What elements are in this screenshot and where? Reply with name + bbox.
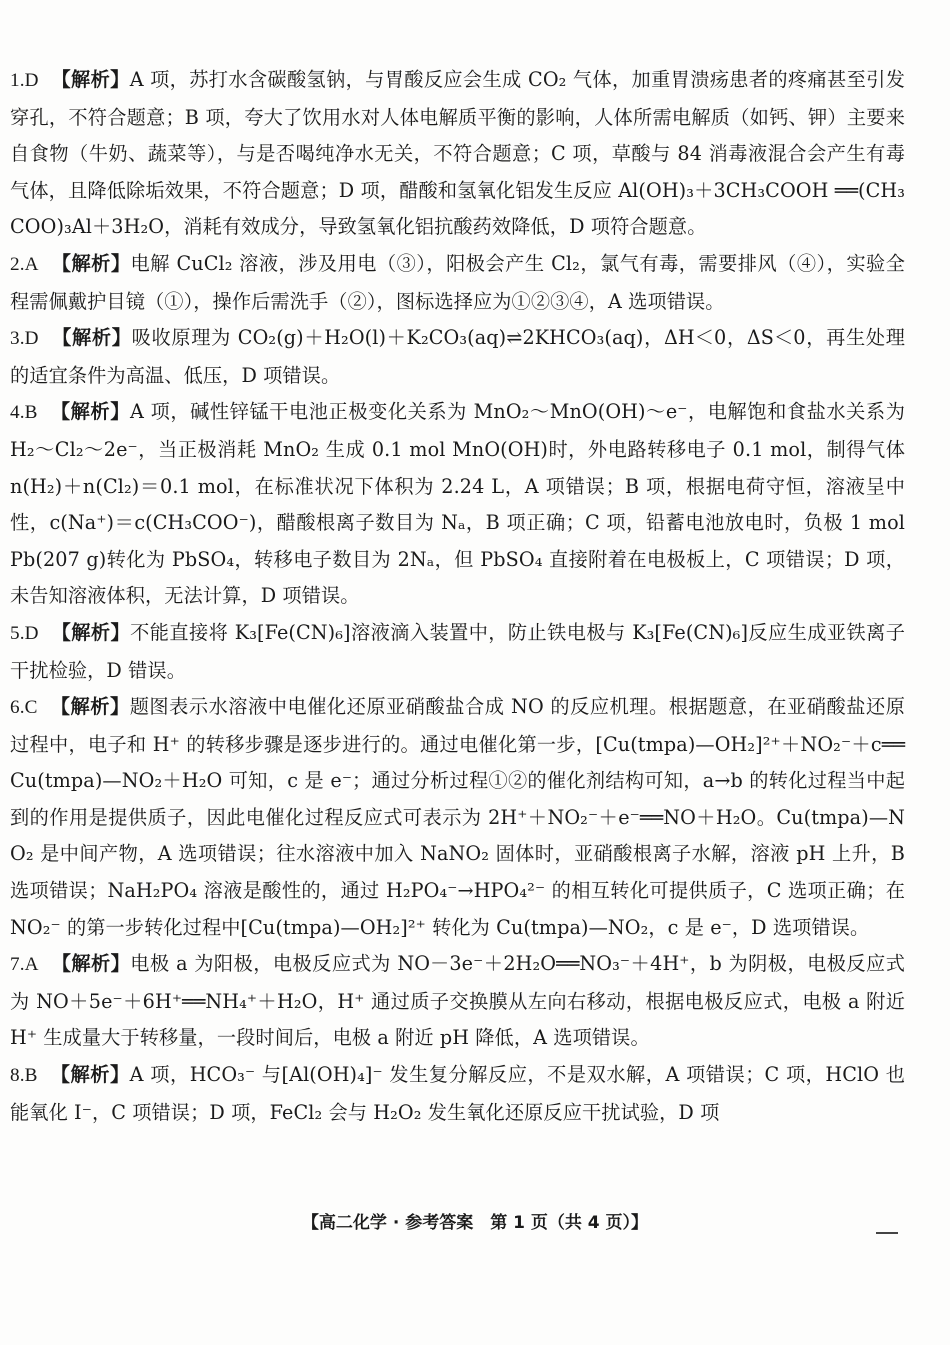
- analysis-text: 电极 a 为阳极，电极反应式为 NO－3e⁻＋2H₂O══NO₃⁻＋4H⁺，b 为阴极，电极反应式为 NO＋5e⁻＋6H⁺══NH₄⁺＋H₂O，H⁺ 通过质子交换膜从左向右移动，根据电极反应式，电极 a 附近 H⁺ 生成量大于转移量，一段时间后，电极 a 附近 pH 降低，A 选项错误。: [10, 952, 905, 1050]
- analysis-text: 电解 CuCl₂ 溶液，涉及用电（③），阳极会产生 Cl₂，氯气有毒，需要排风（④），实验全程需佩戴护目镜（①），操作后需洗手（②），图标选择应为①②③④，A 选项错误。: [10, 251, 905, 313]
- answer-letter: B: [24, 1065, 38, 1087]
- answer-item: [10, 946, 905, 1057]
- question-number: 5.: [10, 622, 25, 644]
- answer-item: [10, 394, 905, 615]
- answer-item: [10, 615, 905, 689]
- analysis-text: 吸收原理为 CO₂(g)＋H₂O(l)＋K₂CO₃(aq)⇌2KHCO₃(aq)，ΔH＜0，ΔS＜0，再生处理的适宜条件为高温、低压，D 项错误。: [10, 326, 905, 387]
- analysis-tag: 【解析】: [51, 251, 131, 275]
- analysis-text: A 项，碱性锌锰干电池正极变化关系为 MnO₂～MnO(OH)～e⁻，电解饱和食盐水关系为 H₂～Cl₂～2e⁻，当正极消耗 MnO₂ 生成 0.1 mol MnO(OH)时，外电路转移电子 0.1 mol，制得气体 n(H₂)＋n(Cl₂)＝0.1 mol，在标准状况下体积为 2.24 L，A 项错误；B 项，根据电荷守恒，溶液呈中性，c(Na⁺)＝c(CH₃COO⁻)，醋酸根离子数目为 Nₐ，B 项正确；C 项，铅蓄电池放电时，负极 1 mol Pb(207 g)转化为 PbSO₄，转移电子数目为 2Nₐ，但 PbSO₄ 直接附着在电极板上，C 项错误；D 项，未告知溶液体积，无法计算，D 项错误。: [10, 400, 905, 608]
- answer-item: [10, 62, 905, 246]
- answer-letter: A: [24, 253, 39, 275]
- answer-item: [10, 320, 905, 394]
- answer-letter: D: [24, 328, 39, 350]
- answer-letter: C: [24, 697, 38, 719]
- analysis-tag: 【解析】: [50, 1063, 130, 1087]
- analysis-text: A 项，苏打水含碳酸氢钠，与胃酸反应会生成 CO₂ 气体，加重胃溃疡患者的疼痛甚至引发穿孔，不符合题意；B 项，夸大了饮用水对人体电解质平衡的影响，人体所需电解质（如钙、钾）主要来自食物（牛奶、蔬菜等），与是否喝纯净水无关，不符合题意；C 项，草酸与 84 消毒液混合会产生有毒气体，且降低除垢效果，不符合题意；D 项，醋酸和氢氧化铝发生反应 Al(OH)₃＋3CH₃COOH ══(CH₃COO)₃Al＋3H₂O，消耗有效成分，导致氢氧化铝抗酸药效降低，D 项符合题意。: [10, 68, 905, 239]
- answer-letter: D: [24, 622, 39, 644]
- corner-mark: [876, 1232, 898, 1234]
- analysis-tag: 【解析】: [51, 68, 130, 91]
- analysis-text: 不能直接将 K₃[Fe(CN)₆]溶液滴入装置中，防止铁电极与 K₃[Fe(CN)₆]反应生成亚铁离子干扰检验，D 错误。: [10, 620, 906, 682]
- question-number: 1.: [10, 70, 25, 91]
- question-number: 7.: [10, 954, 25, 976]
- analysis-tag: 【解析】: [50, 400, 130, 424]
- question-number: 2.: [10, 253, 25, 275]
- analysis-tag: 【解析】: [51, 620, 131, 644]
- answer-item: [10, 689, 905, 946]
- question-number: 6.: [10, 697, 25, 719]
- answer-letter: A: [24, 954, 39, 976]
- answer-item: [10, 1057, 905, 1131]
- answer-letter: D: [24, 70, 39, 91]
- answer-item: [10, 246, 905, 320]
- question-number: 4.: [10, 402, 25, 424]
- answer-list: [10, 62, 905, 1131]
- question-number: 8.: [10, 1065, 25, 1087]
- analysis-tag: 【解析】: [52, 326, 132, 350]
- analysis-tag: 【解析】: [50, 695, 130, 719]
- answer-letter: B: [24, 402, 38, 424]
- analysis-tag: 【解析】: [51, 952, 131, 976]
- analysis-text: A 项，HCO₃⁻ 与[Al(OH)₄]⁻ 发生复分解反应，不是双水解，A 项错误；C 项，HClO 也能氧化 I⁻，C 项错误；D 项，FeCl₂ 会与 H₂O₂ 发生氧化还原反应干扰试验，D 项: [10, 1063, 905, 1124]
- question-number: 3.: [10, 328, 25, 350]
- analysis-text: 题图表示水溶液中电催化还原亚硝酸盐合成 NO 的反应机理。根据题意，在亚硝酸盐还原过程中，电子和 H⁺ 的转移步骤是逐步进行的。通过电催化第一步，[Cu(tmpa)—OH₂]²⁺＋NO₂⁻＋c══Cu(tmpa)—NO₂＋H₂O 可知，c 是 e⁻；通过分析过程①②的催化剂结构可知，a→b 的转化过程当中起到的作用是提供质子，因此电催化过程反应式可表示为 2H⁺＋NO₂⁻＋e⁻══NO＋H₂O。Cu(tmpa)—NO₂ 是中间产物，A 选项错误；往水溶液中加入 NaNO₂ 固体时，亚硝酸根离子水解，溶液 pH 上升，B 选项错误；NaH₂PO₄ 溶液是酸性的，通过 H₂PO₄⁻→HPO₄²⁻ 的相互转化可提供质子，C 选项正确；在 NO₂⁻ 的第一步转化过程中[Cu(tmpa)—OH₂]²⁺ 转化为 Cu(tmpa)—NO₂，c 是 e⁻，D 选项错误。: [10, 695, 905, 939]
- page-footer: 【高二化学 · 参考答案 第 1 页（共 4 页）】: [301, 1213, 649, 1233]
